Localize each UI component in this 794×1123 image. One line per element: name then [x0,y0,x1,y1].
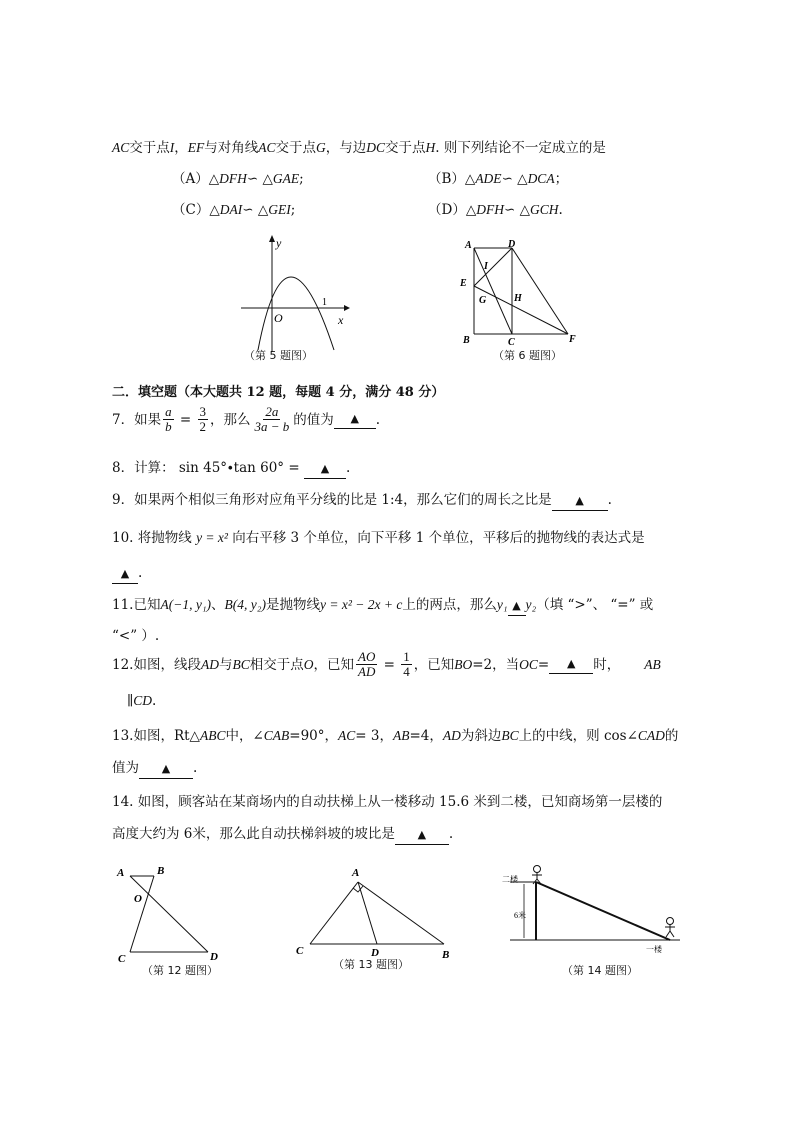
x-label: x [338,313,344,327]
question-9: 9．如果两个相似三角形对应角平分线的比是 1:4，那么它们的周长之比是 ▲ . [112,491,612,511]
one-label: 1 [322,297,327,308]
figure-6-caption: （第 6 题图） [493,349,562,362]
figure-5-caption: （第 5 题图） [244,349,313,362]
fraction-a-over-b: $\frac{a}{b}$ [165,404,172,434]
q6-option-a: （A）△DFH∽ △GAE; [172,171,304,187]
seg-CA [310,882,358,944]
seg-AC [474,248,512,334]
person-top-icon [532,866,542,885]
label-B: B [157,865,165,877]
answer-blank: ▲ [552,492,608,511]
q6-option-b: （B）△ADE∽ △DCA； [428,171,569,187]
y-axis-arrow [269,235,275,242]
label-I: I [484,261,488,272]
answer-blank: ▲ [549,655,593,674]
label-D: D [508,239,516,250]
figure-12-caption: （第 12 题图） [142,964,218,977]
figure-12 [112,862,224,962]
label-A: A [465,240,472,251]
figure-14-caption: （第 14 题图） [562,964,638,977]
seg-AD [358,882,377,944]
answer-blank: ▲ [112,565,138,584]
label-D: D [371,947,379,959]
label-C: C [118,953,126,962]
q6-option-c: （C）△DAI∽ △GEI; [172,202,296,218]
floor-1-label: 一楼 [646,945,662,954]
label-G: G [479,295,487,306]
answer-blank: ▲ [334,410,376,429]
q6-stem: AC交于点I，EF与对角线AC交于点G，与边DC交于点H. 则下列结论不一定成立的是 [112,140,606,156]
floor-2-label: 二楼 [502,875,518,884]
answer-blank: ▲ [139,760,193,779]
y-label: y [276,236,282,250]
person-bottom-icon [665,918,675,938]
label-A: A [352,867,360,879]
question-13: 13.如图，Rt△ABC中，∠CAB=90°，AC= 3，AB=4，AD为斜边BC上的中线，则 cos∠CAD的 [112,728,679,744]
fraction-ao-over-ad: $\frac{AO}{AD}$ [358,649,376,679]
question-14: 14. 如图，顾客站在某商场内的自动扶梯上从一楼移动 15.6 米到二楼，已知商场第一层楼的 [112,794,663,810]
question-10: 10. 将抛物线 y = x² 向右平移 3 个单位，向下平移 1 个单位，平移后的抛物线的表达式是 [112,530,645,546]
origin-label: O [274,311,283,325]
seg-DF [512,248,568,334]
label-E: E [460,278,467,289]
fraction-1-over-4: $\frac{1}{4}$ [403,649,410,679]
question-8: 8．计算： sin 45°∙tan 60° = ▲ . [112,459,350,479]
question-11-line2: “<” ）. [112,628,160,644]
label-O: O [134,893,142,905]
question-13-line2: 值为 ▲ . [112,759,197,779]
answer-blank: ▲ [395,826,449,845]
question-7: 7．如果 $\frac{a}{b}$ = $\frac{3}{2}$ ，那么 $\frac{2a}{3a - b}$ 的值为 ▲ . [112,404,381,434]
figure-14 [500,860,690,962]
figure-13-caption: （第 13 题图） [333,958,409,971]
fraction-3-over-2: $\frac{3}{2}$ [199,404,206,434]
label-D: D [210,951,218,962]
parabola-curve [258,277,334,350]
label-H: H [514,293,522,304]
answer-blank: ▲ [508,597,526,616]
figure-5 [236,232,356,364]
question-12-line2: ∥CD. [127,693,157,709]
escalator-slope [536,882,670,940]
question-11: 11.已知A(−1, y₁)、B(4, y₂)是抛物线y = x² − 2x + c上的两点，那么y₁ ▲ y₂（填 “>”、 “=” 或 [112,596,653,616]
answer-blank: ▲ [304,460,346,479]
seg-AB [358,882,444,944]
label-F: F [569,334,576,345]
q6-option-d: （D）△DFH∽ △GCH. [428,202,563,218]
section-2-title: 二．填空题（本大题共 12 题，每题 4 分，满分 48 分） [112,385,445,400]
fraction-2a-over-3a-b: $\frac{2a}{3a - b}$ [254,404,290,434]
figure-6 [456,238,586,348]
label-A: A [117,867,125,879]
question-10-line2: ▲ . [112,564,142,584]
label-C: C [508,337,515,348]
label-B: B [463,335,470,346]
seg-ED [474,248,512,286]
height-label: 6米 [514,911,526,920]
question-12: 12.如图，线段 AD 与 BC 相交于点 O ，已知 $\frac{AO}{AD}$ = $\frac{1}{4}$ ，已知 BO =2，当 OC = ▲ 时， AB [112,649,661,679]
label-B: B [442,949,450,961]
question-14-line2: 高度大约为 6米，那么此自动扶梯斜坡的坡比是 ▲ . [112,825,453,845]
label-C: C [296,945,304,957]
figure-13 [292,860,462,962]
x-axis-arrow [344,305,350,311]
